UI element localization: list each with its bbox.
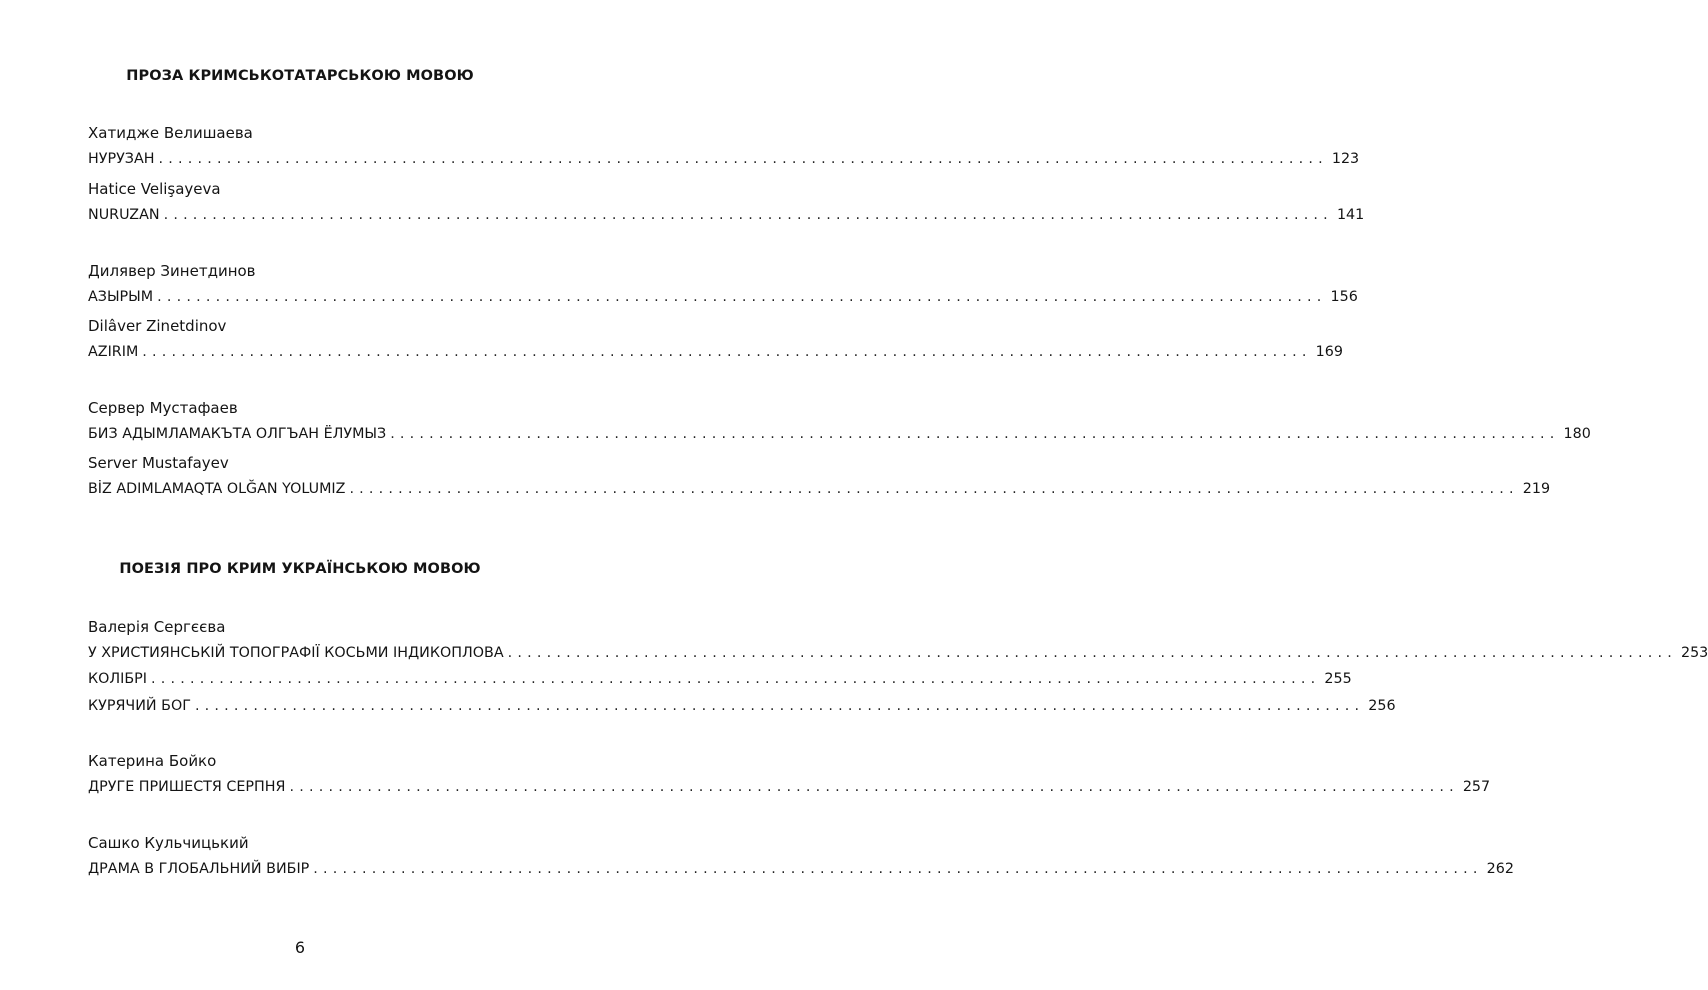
entry-title: КОЛІБРІ — [88, 671, 148, 687]
entry-page: 257 — [1462, 779, 1491, 795]
author-name: Сашко Кульчицький — [88, 834, 249, 852]
entry-page: 253 — [1680, 645, 1708, 661]
dot-leader: ........................................................................................................................ — [349, 481, 1519, 497]
entry-page: 255 — [1324, 671, 1352, 687]
entry-page: 219 — [1522, 481, 1551, 497]
author-name: Сервер Мустафаев — [88, 399, 238, 417]
dot-leader: ........................................................................................................................ — [142, 344, 1312, 360]
toc-entry[interactable] — [88, 481, 1551, 497]
dot-leader: ........................................................................................................................ — [507, 645, 1677, 661]
entry-title: У ХРИСТИЯНСЬКІЙ ТОПОГРАФІЇ КОСЬМИ ІНДИКОПЛОВА — [88, 645, 504, 661]
author-name: Server Mustafayev — [88, 454, 229, 472]
author-name: Dilâver Zinetdinov — [88, 317, 227, 335]
toc-entry[interactable] — [88, 671, 1352, 687]
dot-leader: ........................................................................................................................ — [151, 671, 1321, 687]
author-name: Валерія Сергєєва — [88, 618, 226, 636]
entry-title: БИЗ АДЫМЛАМАКЪТА ОЛГЪАН ЁЛУМЫЗ — [88, 426, 387, 442]
section-heading-prose: ПРОЗА КРИМСЬКОТАТАРСЬКОЮ МОВОЮ — [126, 68, 474, 84]
entry-page: 123 — [1331, 151, 1360, 167]
dot-leader: ........................................................................................................................ — [194, 698, 1365, 714]
entry-title: АЗЫРЫМ — [88, 289, 154, 305]
dot-leader: ........................................................................................................................ — [289, 779, 1459, 795]
section-heading-poetry: ПОЕЗІЯ ПРО КРИМ УКРАЇНСЬКОЮ МОВОЮ — [119, 561, 481, 577]
entry-title: ДРАМА В ГЛОБАЛЬНИЙ ВИБІР — [88, 861, 310, 877]
toc-entry[interactable] — [88, 779, 1491, 795]
toc-entry[interactable] — [88, 645, 1708, 661]
entry-title: КУРЯЧИЙ БОГ — [88, 698, 191, 714]
entry-page: 156 — [1330, 289, 1358, 305]
toc-entry[interactable] — [88, 861, 1514, 877]
author-name: Hatice Velişayeva — [88, 180, 221, 198]
dot-leader: ........................................................................................................................ — [163, 207, 1333, 223]
entry-page: 141 — [1336, 207, 1365, 223]
dot-leader: ........................................................................................................................ — [157, 289, 1327, 305]
entry-page: 256 — [1368, 698, 1396, 714]
dot-leader: ........................................................................................................................ — [158, 151, 1328, 167]
toc-entry[interactable] — [88, 426, 1591, 442]
toc-entry[interactable] — [88, 289, 1358, 305]
entry-title: AZIRIM — [88, 344, 139, 360]
toc-entry[interactable] — [88, 344, 1343, 360]
entry-title: НУРУЗАН — [88, 151, 155, 167]
entry-title: NURUZAN — [88, 207, 160, 223]
author-name: Катерина Бойко — [88, 752, 217, 770]
page-number: 6 — [294, 938, 306, 957]
dot-leader: ........................................................................................................................ — [390, 426, 1560, 442]
toc-entry[interactable] — [88, 207, 1365, 223]
entry-page: 169 — [1315, 344, 1343, 360]
entry-page: 262 — [1486, 861, 1514, 877]
entry-page: 180 — [1563, 426, 1591, 442]
toc-entry[interactable] — [88, 151, 1360, 167]
dot-leader: ........................................................................................................................ — [313, 861, 1483, 877]
author-name: Дилявер Зинетдинов — [88, 262, 256, 280]
entry-title: BİZ ADIMLAMAQTA OLĞAN YOLUMIZ — [88, 481, 346, 497]
author-name: Хатидже Велишаева — [88, 124, 253, 142]
entry-title: ДРУГЕ ПРИШЕСТЯ СЕРПНЯ — [88, 779, 286, 795]
toc-entry[interactable] — [88, 698, 1396, 714]
